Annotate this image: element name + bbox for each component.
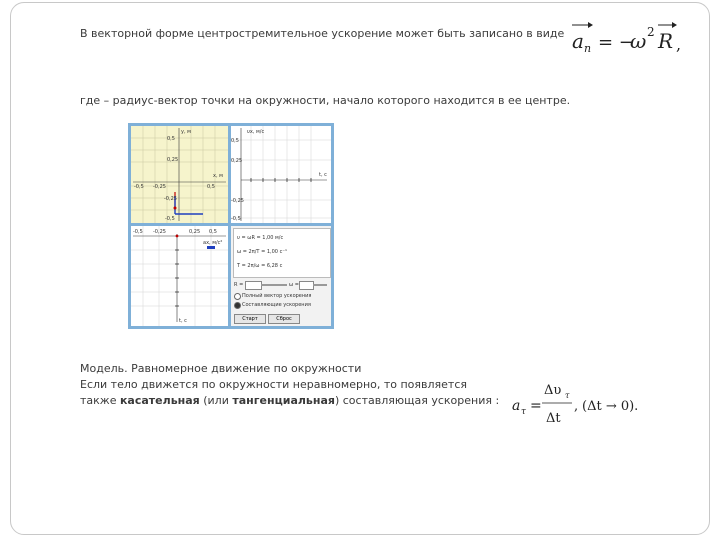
- formula-an-sub: n: [584, 42, 592, 55]
- p1-tick-x1: 0,5: [207, 184, 215, 190]
- parameters-panel: [231, 226, 331, 326]
- formula-at-den: Δt: [546, 411, 561, 426]
- omega-slider[interactable]: [313, 284, 327, 286]
- reset-button[interactable]: Сброс: [268, 314, 300, 324]
- p2-tick-y2: 0,25: [231, 158, 243, 164]
- svg-text:,: ,: [574, 399, 579, 414]
- p1-tick-y2: 0,25: [167, 157, 179, 163]
- omega-label: ω =: [289, 282, 299, 288]
- p1-tick-y1: 0,5: [167, 136, 175, 142]
- slide-frame: [10, 2, 710, 535]
- tangential-term-1: касательная: [119, 394, 200, 407]
- para-pre: также: [80, 394, 120, 407]
- formula-an-vec: R: [658, 29, 674, 53]
- p3-tick-x3: 0,25: [189, 229, 201, 235]
- trajectory-panel: [131, 126, 228, 223]
- option-components-label: Составляющие ускорения: [242, 302, 311, 308]
- p3-axis-y: t, c: [179, 318, 187, 324]
- start-button[interactable]: Старт: [234, 314, 266, 324]
- model-caption: Модель. Равномерное движение по окружности: [80, 362, 362, 375]
- option-components-radio[interactable]: [234, 302, 241, 309]
- p2-tick-y3: -0,25: [231, 198, 244, 204]
- p1-tick-y4: -0,5: [165, 216, 175, 222]
- p2-tick-y4: -0,5: [231, 216, 241, 222]
- tangential-formula: [508, 372, 658, 428]
- p1-axis-y: y, м: [181, 129, 191, 135]
- p1-tick-x2: -0,5: [134, 184, 144, 190]
- formula-an-tail: ,: [676, 35, 682, 54]
- p2-axis-y: υx, м/с: [247, 129, 265, 135]
- p1-axis-x: x, м: [213, 173, 223, 179]
- formula-at-num: Δυ: [544, 383, 562, 398]
- acceleration-graph-panel: [131, 226, 228, 326]
- para-mid: (или: [199, 394, 233, 407]
- readout-line-3: T = 2π/ω = 6,28 с: [237, 263, 283, 269]
- intro-text: В векторной форме центростремительное ускорение может быть записано в виде: [80, 27, 565, 40]
- where-text: где – радиус-вектор точки на окружности, начало которого находится в ее центре.: [80, 94, 571, 107]
- formula-an-power: 2: [647, 25, 655, 39]
- formula-at-cond: (Δt → 0).: [582, 399, 639, 414]
- option-full-radio[interactable]: [234, 293, 241, 300]
- p3-tick-x4: 0,5: [209, 229, 217, 235]
- p2-tick-y1: 0,5: [231, 138, 239, 144]
- p3-tick-x1: -0,5: [133, 229, 143, 235]
- readout-line-2: ω = 2π/T = 1,00 с⁻¹: [237, 249, 287, 255]
- formula-at-lhs: a: [512, 398, 521, 414]
- formula-at-eq: =: [530, 398, 542, 414]
- p1-tick-x3: -0,25: [153, 184, 166, 190]
- r-input[interactable]: [245, 281, 262, 290]
- paragraph-line-1: Если тело движется по окружности неравномерно, то появляется: [80, 378, 468, 391]
- p3-tick-x2: -0,25: [153, 229, 166, 235]
- centripetal-formula: [570, 18, 710, 58]
- formula-an-omega: ω: [630, 29, 647, 53]
- readout-line-1: υ = ωR = 1,00 м/с: [237, 235, 284, 241]
- formula-an-sign: = −: [598, 32, 634, 53]
- velocity-graph-panel: [231, 126, 331, 223]
- omega-input[interactable]: [299, 281, 314, 290]
- tangential-term-2: тангенциальная: [232, 394, 335, 407]
- p2-axis-x: t, c: [319, 172, 327, 178]
- parameters-readout: [233, 228, 331, 278]
- r-label: R =: [234, 282, 244, 288]
- p1-tick-y3: -0,25: [164, 196, 177, 202]
- r-slider[interactable]: [261, 284, 287, 286]
- para-post: ) составляющая ускорения :: [334, 394, 500, 407]
- option-full-label: Полный вектор ускорения: [242, 293, 312, 299]
- p3-axis-x: ax, м/с²: [203, 240, 223, 246]
- formula-at-sub: τ: [521, 407, 526, 417]
- formula-an-lhs: a: [572, 29, 584, 53]
- paragraph-line-2: [80, 394, 499, 407]
- simulation-applet: [128, 123, 334, 329]
- formula-at-num-sub: τ: [565, 391, 570, 400]
